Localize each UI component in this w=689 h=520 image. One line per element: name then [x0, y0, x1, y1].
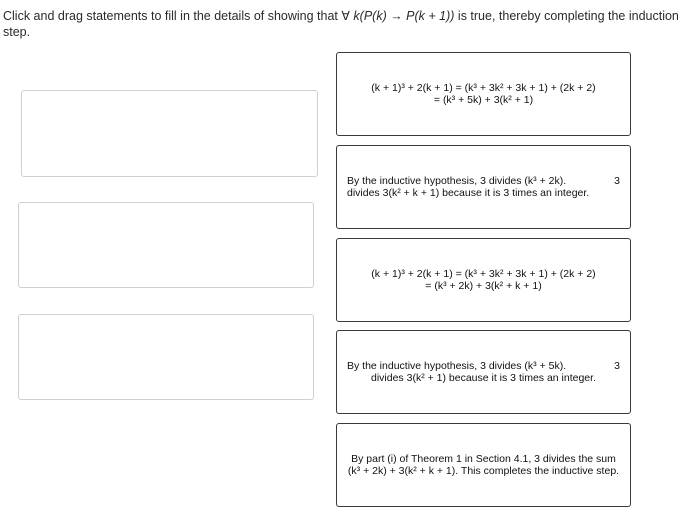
card-5-text: By part (i) of Theorem 1 in Section 4.1, 3 divides the sum (k³ + 2k) + 3(k² + k + 1). This completes the inductive step.: [347, 453, 620, 477]
statement-card-4[interactable]: [336, 330, 631, 414]
statement-card-2[interactable]: [336, 145, 631, 229]
statement-card-1[interactable]: [336, 52, 631, 136]
card-1-line-1: (k + 1)³ + 2(k + 1) = (k³ + 3k² + 3k + 1) + (2k + 2): [371, 82, 596, 94]
instructions-suffix: is true, thereby completing the induction step.: [3, 9, 679, 39]
statement-card-5[interactable]: [336, 423, 631, 507]
instructions-formula: k(P(k) → P(k + 1)): [353, 9, 455, 23]
forall-symbol: ∀: [341, 9, 354, 23]
card-4-number: 3: [614, 360, 620, 372]
card-1-line-2: = (k³ + 5k) + 3(k² + 1): [433, 94, 534, 106]
card-3-line-1: (k + 1)³ + 2(k + 1) = (k³ + 3k² + 3k + 1) + (2k + 2): [371, 268, 596, 280]
card-3-line-2: = (k³ + 2k) + 3(k² + k + 1): [425, 280, 542, 292]
drop-zone-1[interactable]: [21, 90, 318, 177]
card-2-text: By the inductive hypothesis, 3 divides (k³ + 2k).: [347, 175, 567, 187]
drop-zone-3[interactable]: [18, 314, 314, 400]
statement-card-3[interactable]: [336, 238, 631, 322]
instructions-prefix: Click and drag statements to fill in the details of showing that: [3, 9, 342, 23]
card-4-text: By the inductive hypothesis, 3 divides (k³ + 5k).: [347, 360, 567, 372]
drop-zone-2[interactable]: [18, 202, 314, 288]
card-4-text-2: divides 3(k² + 1) because it is 3 times an integer.: [371, 372, 596, 384]
instructions: [3, 8, 685, 40]
card-2-number: 3: [614, 175, 620, 187]
card-2-text-2: divides 3(k² + k + 1) because it is 3 times an integer.: [347, 187, 590, 199]
